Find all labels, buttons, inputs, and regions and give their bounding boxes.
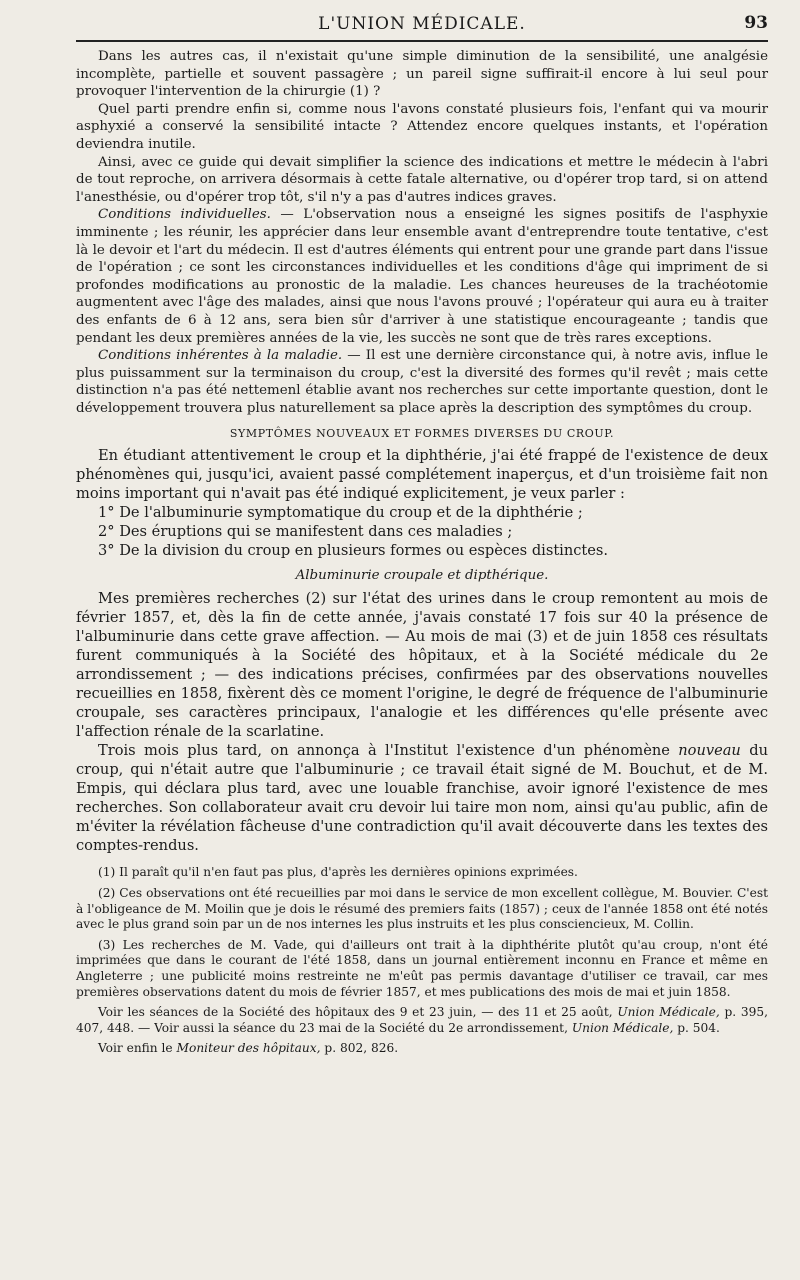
paragraph-text: — L'observation nous a enseigné les signes positifs de l'asphyxie imminente ; les réunir, les apprécier dans leur ensemble avant d'entreprendre toute tentative, c'est là le devoir et l'art du médecin. Il est d'autres éléments qui entrent pour une grande part dans l'issue de l'opération ; ce sont les circonstances individuelles et les conditions d'âge qui impriment de si profondes modifications au pronostic de la maladie. Les chances heureuses de la trachéotomie augmentent avec l'âge des malades, ainsi que nous l'avons prouvé ; l'opérateur qui aura eu à traiter des enfants de 6 à 12 ans, sera bien sûr d'arriver à une statistique encourageante ; tandis que pendant les deux premières années de la vie, les succès ne sont que de très rares exceptions. bbox=[76, 207, 768, 346]
text-run: p. 802, 826. bbox=[320, 1041, 399, 1056]
subsection-text bbox=[76, 589, 768, 855]
footnotes bbox=[76, 865, 768, 1057]
run-in-heading: Conditions individuelles. bbox=[98, 207, 271, 223]
text-run: Trois mois plus tard, on annonça à l'Institut l'existence d'un phénomène bbox=[98, 742, 679, 760]
text-run: Voir les séances de la Société des hôpitaux des 9 et 23 juin, — des 11 et 25 août, bbox=[98, 1005, 618, 1020]
paragraph-conditions-maladie bbox=[76, 347, 768, 417]
footnote: (2) Ces observations ont été recueillies par moi dans le service de mon excellent collègue, M. Bouvier. C'est à l'obligeance de M. Moilin que je dois le résumé des premiers faits (1857) ; ceux de l'année 1858 ont été notés avec le plus grand soin par un de nos internes les plus instruits et les plus consciencieux, M. Collin. bbox=[76, 886, 768, 932]
list-item: 1° De l'albuminurie symptomatique du croup et de la diphthérie ; bbox=[98, 504, 583, 522]
footnote: (3) Les recherches de M. Vade, qui d'ailleurs ont trait à la diphthérite plutôt qu'au croup, n'ont été imprimées que dans le courant de l'été 1858, dans un journal entièrement inconnu en France et même en Angleterre ; une publicité moins restreinte ne m'eût pas permis davantage d'utiliser ce travail, car mes premières observations datent du mois de février 1857, et mes publications des mois de mai et juin 1858. bbox=[76, 937, 768, 999]
section-title: SYMPTÔMES NOUVEAUX ET FORMES DIVERSES DU CROUP. bbox=[229, 427, 615, 441]
page-number: 93 bbox=[744, 13, 768, 33]
paragraph-conditions-individuelles bbox=[76, 206, 768, 347]
text-run: du croup, qui n'était autre que l'albuminurie ; ce travail était signé de M. Bouchut, et de M. Empis, qui déclara plus tard, avec une louable franchise, avoir ignoré l'existence de mes recherches. Son collaborateur avait cru devoir lui taire mon nom, ainsi qu'au public, afin de m'éviter la révélation fâcheuse d'une contradiction qu'il avait découverte dans les textes des comptes-rendus. bbox=[76, 742, 768, 855]
subsection-title: Albuminurie croupale et dipthérique. bbox=[295, 568, 549, 584]
paragraph-text: — Il est une dernière circonstance qui, à notre avis, influe le plus puissamment sur la terminaison du croup, c'est la diversité des formes qu'il revêt ; mais cette distinction n'a pas été nettemenl établie avant nos recherches sur cette importante question, dont le développement trouvera plus naturellement sa place après la description des symptômes du croup. bbox=[76, 348, 768, 416]
header-rule bbox=[76, 40, 768, 42]
italic-citation: Moniteur des hôpitaux, bbox=[176, 1041, 321, 1056]
main-text bbox=[76, 48, 768, 417]
italic-citation: Union Médicale, bbox=[617, 1005, 720, 1020]
footnote-references bbox=[76, 1041, 768, 1057]
italic-citation: Union Médicale, bbox=[571, 1020, 674, 1035]
list-item: 3° De la division du croup en plusieurs formes ou espèces distinctes. bbox=[98, 542, 609, 560]
paragraph: Mes premières recherches (2) sur l'état des urines dans le croup remontent au mois de février 1857, et, dès la fin de cette année, j'avais constaté 17 fois sur 40 la présence de l'albuminurie dans cette grave affection. — Au mois de mai (3) et de juin 1858 ces résultats furent communiqués à la Société des hôpitaux, et à la Société médicale du 2e arrondissement ; — des indications précises, confirmées par des observations nouvelles recueillies en 1858, fixèrent dès ce moment l'origine, le degré de fréquence de l'albuminurie croupale, ses caractères principaux, l'analogie et les différences qu'elle présente avec l'affection rénale de la scarlatine. bbox=[76, 590, 768, 741]
journal-title: L'UNION MÉDICALE. bbox=[318, 14, 526, 34]
running-header bbox=[76, 0, 768, 40]
section-text bbox=[76, 446, 768, 560]
italic-word: nouveau bbox=[678, 742, 741, 760]
paragraph: Dans les autres cas, il n'existait qu'une simple diminution de la sensibilité, une analgésie incomplète, partielle et souvent passagère ; un pareil signe suffirait-il encore à lui seul pour provoquer l'intervention de la chirurgie (1) ? bbox=[76, 49, 768, 100]
footnote-references bbox=[76, 1005, 768, 1036]
numbered-list bbox=[76, 503, 768, 560]
paragraph: Quel parti prendre enfin si, comme nous l'avons constaté plusieurs fois, l'enfant qui va mourir asphyxié a conservé la sensibilité intacte ? Attendez encore quelques instants, et l'opération deviendra inutile. bbox=[76, 101, 768, 152]
paragraph: Ainsi, avec ce guide qui devait simplifier la science des indications et mettre le médecin à l'abri de tout reproche, on arrivera désormais à cette fatale alternative, ou d'opérer trop tard, si on attend l'anesthésie, ou d'opérer trop tôt, s'il n'y a pas d'autres indices graves. bbox=[76, 154, 768, 205]
footnote: (1) Il paraît qu'il n'en faut pas plus, d'après les dernières opinions exprimées. bbox=[98, 865, 578, 880]
text-run: Voir enfin le bbox=[98, 1041, 177, 1056]
run-in-heading: Conditions inhérentes à la maladie. bbox=[98, 348, 343, 364]
text-run: p. 395, 407, 448. — Voir aussi la séance du 23 mai de la Société du 2e arrondissement, bbox=[76, 1005, 769, 1035]
text-run: p. 504. bbox=[673, 1020, 720, 1035]
paragraph bbox=[76, 741, 768, 855]
list-item: 2° Des éruptions qui se manifestent dans ces maladies ; bbox=[98, 523, 513, 541]
paragraph: En étudiant attentivement le croup et la diphthérie, j'ai été frappé de l'existence de deux phénomènes qui, jusqu'ici, avaient passé complétement inaperçus, et d'un troisième fait non moins important qui n'avait pas été indiqué explicitement, je veux parler : bbox=[76, 447, 768, 503]
